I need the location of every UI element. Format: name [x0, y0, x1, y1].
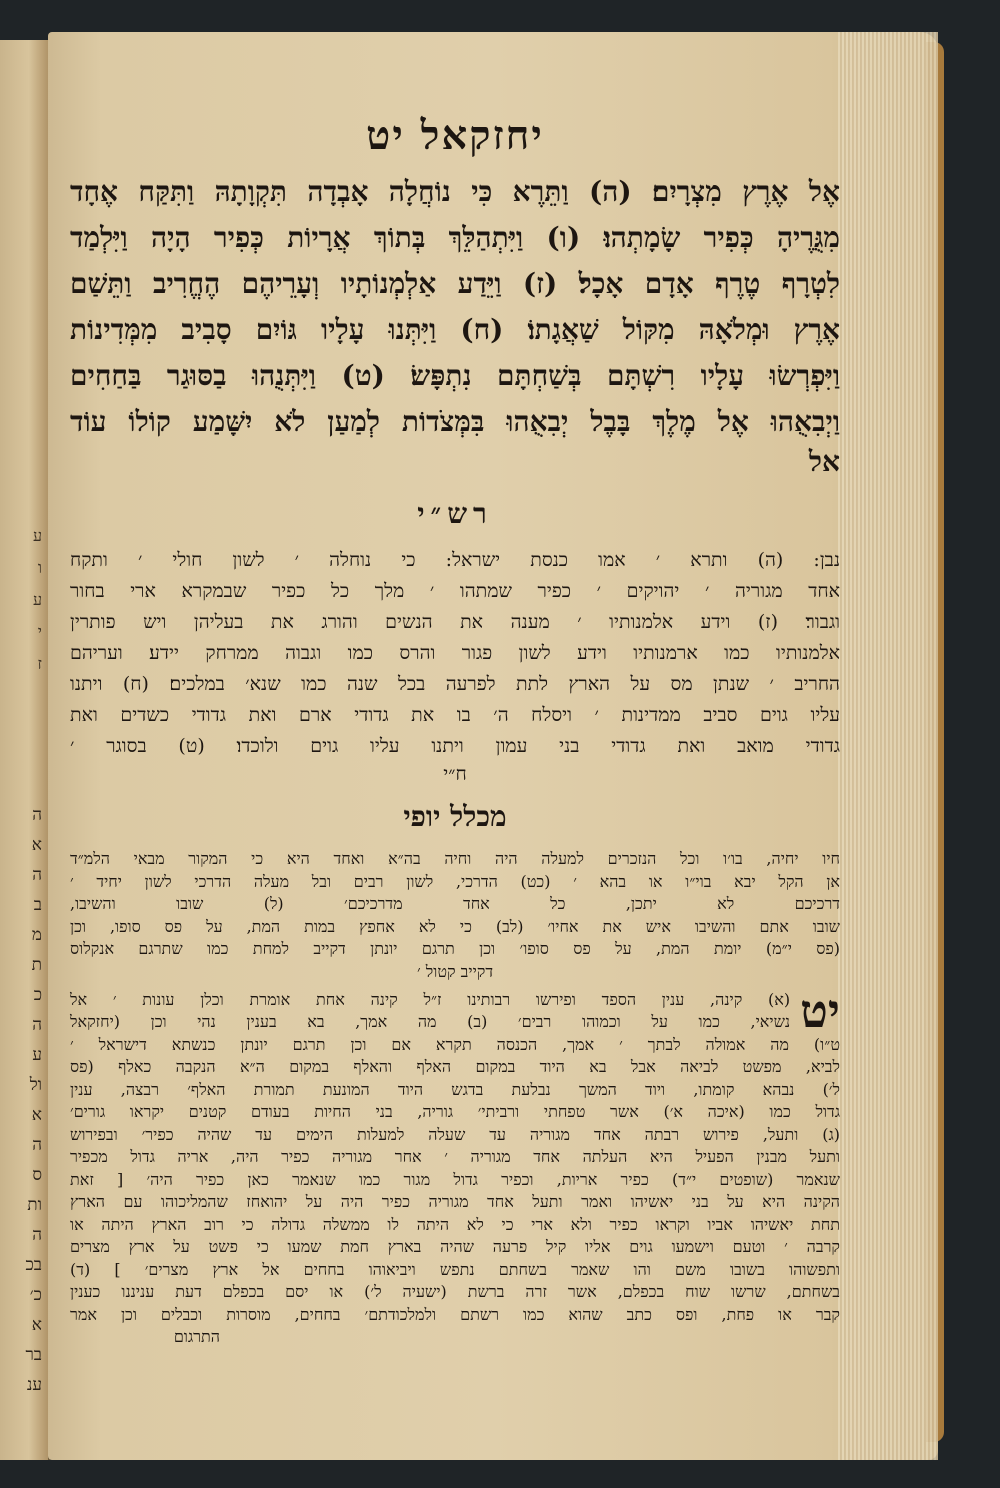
verse-line: מִגֻּרֶיהָ כְּפִיר שָׂמָתְהוּ׃ (ו) וַיִּתְהַלֵּךְ בְּתוֹךְ אֲרָיוֹת כְּפִיר הָיָה וַיִּלְמַד [70, 221, 840, 254]
verse-line: אֶל אֶרֶץ מִצְרָיִם׃ (ה) וַתֵּרֶא כִּי נוֹחֲלָה אָבְדָה תִּקְוָתָהּ וַתִּקַּח אֶחָד [70, 175, 840, 208]
left-margin-char: ז [37, 654, 42, 673]
commentary-line: קבר או פחת, ופס כתב שהוא כמו רשתם ולמלכודתם׳ בחחים, מוסרות וכבלים וכן אמר [70, 1304, 840, 1324]
left-margin-char: ו [37, 558, 42, 577]
left-margin-char: א [31, 1105, 42, 1125]
left-margin-char: בר [25, 1345, 42, 1365]
verse-catchword: אל [808, 445, 840, 478]
verse-line: וַיְבִאֻהוּ אֶל מֶלֶךְ בָּבֶל יְבִאֻהוּ בִּמְּצֹדוֹת לְמַעַן לֹא יִשָּׁמַע קוֹלוֹ עוֹד [70, 405, 840, 438]
left-margin-char: ע [32, 1045, 42, 1065]
commentary-line: נשיאי, כמו על וכמוהו רבים׳ (ב) מה אמך, בא בענין נהי וכן (יחזקאל [70, 1012, 791, 1031]
left-margin-char: ול [29, 1075, 42, 1095]
left-page-margin-text [2, 800, 42, 1400]
left-margin-char: כ׳ [29, 1285, 42, 1305]
left-margin-char: ע [32, 526, 42, 545]
commentary-line: (פס י״מ) יומת המת, על פס סופו׳ וכן תרגם יונתן דקייב למחת כמו שתרגם אנקלוס [70, 939, 841, 958]
commentary-line: ט״ו) מה אמולה לבתך ׳ אמך, הכנסה תקרא אם וכן תרגם יונתן כנשתא דישראל ׳ [70, 1034, 840, 1054]
rashi-line: אחד מגוריה ׳ יהויקים ׳ כפיר שמתהו ׳ מלך כל כפיר שבמקרא ארי בחור [70, 580, 840, 602]
commentary-line: דרכיכם לא יתכן, כל אחד מדרכיכם׳ (ל) שובו והשיבו, [70, 894, 840, 913]
left-page-margin-upper [2, 520, 42, 680]
rashi-line: גדודי מואב ואת גדודי בני עמון ויתנו עליו גוים ולוכדו׃ (ט) בסוגר ׳ [70, 735, 840, 757]
commentary-line: ותפשוהו בשובו משם והו שאמר בשחתם נתפש ויביאוהו בחחים אל ארץ מצרים׳ ] (ד) [70, 1259, 840, 1279]
background-bottom [0, 1460, 1000, 1488]
rashi-end-mark: ח״י [443, 763, 467, 785]
commentary-line: (ג) ותעל, פירוש רבתה אחד מגוריה עד שעלה למעלות הימים עד שהיה כפיר׳ ובפירוש [70, 1124, 841, 1144]
commentary-line: לביא, מפשט לביאה אבל בא היוד במקום האלף והאלף במקום ה״א הנקבה כאלף (פס [70, 1057, 840, 1076]
commentary-line: חיו יחיה, בו׳ו וכל הנזכרים למעלה היה וחיה בה״א ואחד היא כי המקור מבאי הלמ״ד [70, 849, 840, 868]
commentary-line: שנאמר (שופטים י״ד) כפיר אריות, וכפיר גדול מגור כמו שנאמר כאן כפיר היה׳ [ זאת [70, 1169, 840, 1189]
left-margin-char: ע [32, 590, 42, 609]
left-margin-char: ב [33, 895, 42, 915]
left-margin-char: מ [31, 925, 42, 945]
page-fore-edge [838, 32, 938, 1460]
left-page-edge [0, 40, 50, 1460]
rashi-title: רש״י [417, 497, 493, 530]
running-head: יחזקאל יט [366, 112, 544, 159]
left-margin-char: בכ [25, 1255, 42, 1275]
verse-line: לִטְרָף טֶרֶף אָדָם אָכָל׃ (ז) וַיֵּדַע אַלְמְנוֹתָיו וְעָרֵיהֶם הֶחֱרִיב וַתֵּשַׁם [70, 267, 840, 300]
rashi-line: נבן: (ה) ותרא ׳ אמו כנסת ישראל: כי נוחלה ׳ לשון חולי ׳ ותקח [70, 549, 840, 571]
left-margin-char: ה [32, 865, 42, 885]
left-margin-char: ה [32, 1015, 42, 1035]
rashi-line: עליו גוים סביב ממדינות ׳ ויסלח ה׳ בו את גדודי ארם ואת גדודי כשדים ואת [70, 704, 840, 726]
rashi-line: החריב ׳ שנתן מס על הארץ לתת לפרעה בכל שנה כמו שנא׳ במלכים׃ (ח) ויתנו [70, 673, 840, 695]
rashi-line: אלמנותיו כמו ארמנותיו וידע לשון פגור והרס כמו וגבוה ממרחק יידע׃ ועריהם [70, 642, 840, 664]
left-margin-char: ענ [26, 1375, 42, 1395]
left-margin-char: א [31, 1315, 42, 1335]
commentary-line: גדול כמו (איכה א׳) אשר טפחתי ורביתי׳ גוריה, בני החיות בעודם קטנים יקראו גורים׳ [70, 1102, 840, 1121]
commentary-line: ל׳) נבהא קומתו, ויוד המשך נבלעת בדגש היוד המונעת תמורת האלף׳ רבצה, ענין [70, 1079, 840, 1099]
page-text-block [70, 112, 840, 1348]
commentary-line: קרבה ׳ וטעם וישמעו גוים אליו קיל פרעה שהיה בארץ חמת שמעו כי פשט על ארץ מצרים [70, 1237, 840, 1256]
commentary-line: (א) קינה, ענין הספד ופירשו רבותינו ז״ל קינה אחת אומרת וכלן עונות ׳ אל [70, 989, 791, 1009]
rashi-line: וגבור׃ (ז) וידע אלמנותיו ׳ מענה את הנשים והורג את בעליהן ויש פותרין [70, 611, 840, 633]
left-margin-char: ה [32, 1225, 42, 1245]
left-margin-char: ה [32, 1135, 42, 1155]
commentary-line: ותעל מבנין הפעיל היא העלתה אחד מגוריה ׳ אחר מגוריה כפיר היה, אריה גדול מכפיר [70, 1147, 840, 1166]
book-page [48, 32, 938, 1460]
left-margin-char: א [31, 835, 42, 855]
chapter-number-drop: יט [800, 983, 840, 1038]
verse-block [70, 169, 840, 479]
commentary-title: מכלל יופי [403, 800, 507, 833]
left-margin-char: ת [31, 955, 42, 975]
commentary-line: אן הקל יבא בוי״ו או בהא ׳ (כט) הדרכי, לשון רבים ובל מעלה הדרכי לשון יחיד ׳ [70, 871, 840, 891]
commentary-line: בשחתם, שרשו שוח בכפלם, אשר זרה ברשת (ישעיה ל׳) או יסם בכפלם דעת עניננו כענין [70, 1282, 840, 1301]
verse-line: אֶרֶץ וּמְלֹאָהּ מִקּוֹל שַׁאֲגָתוֹ׃ (ח) וַיִּתְּנוּ עָלָיו גּוֹיִם סָבִיב מִמְּדִינוֹת [70, 313, 840, 346]
commentary-line: הקינה היא על בני יאשיהו ואמר ותעל אחד מגוריה כפיר היה על יהואחז שהמליכוהו עם הארץ [70, 1192, 840, 1211]
chapter-commentary [70, 983, 841, 1349]
rashi-block [70, 545, 840, 786]
commentary-line: שובו אתם והשיבו איש את אחיו׳ (לב) כי לא אחפץ במות המת, על פס סופו, וכן [70, 916, 840, 936]
commentary-block [70, 848, 840, 1348]
left-margin-char: י [37, 622, 42, 641]
left-margin-char: ס [32, 1165, 42, 1185]
left-margin-char: ה [32, 805, 42, 825]
verse-line: וַיִּפְרְשׂוּ עָלָיו רִשְׁתָּם בְּשַׁחְתָּם נִתְפָּשׂ׃ (ט) וַיִּתְּנֻהוּ בַסּוּגַר בַּחַחִים [70, 359, 840, 392]
left-margin-char: ות [27, 1195, 42, 1215]
commentary-line-short: דקייב קטול ׳ [416, 961, 494, 981]
commentary-catchword: התרגום [173, 1327, 220, 1346]
commentary-line: תחת יאשיהו אביו וקראו כפיר ולא ארי כי לא היתה לו ממשלה גדולה כי רוב הארץ היתה או [70, 1214, 840, 1234]
left-margin-char: כ [33, 985, 42, 1005]
